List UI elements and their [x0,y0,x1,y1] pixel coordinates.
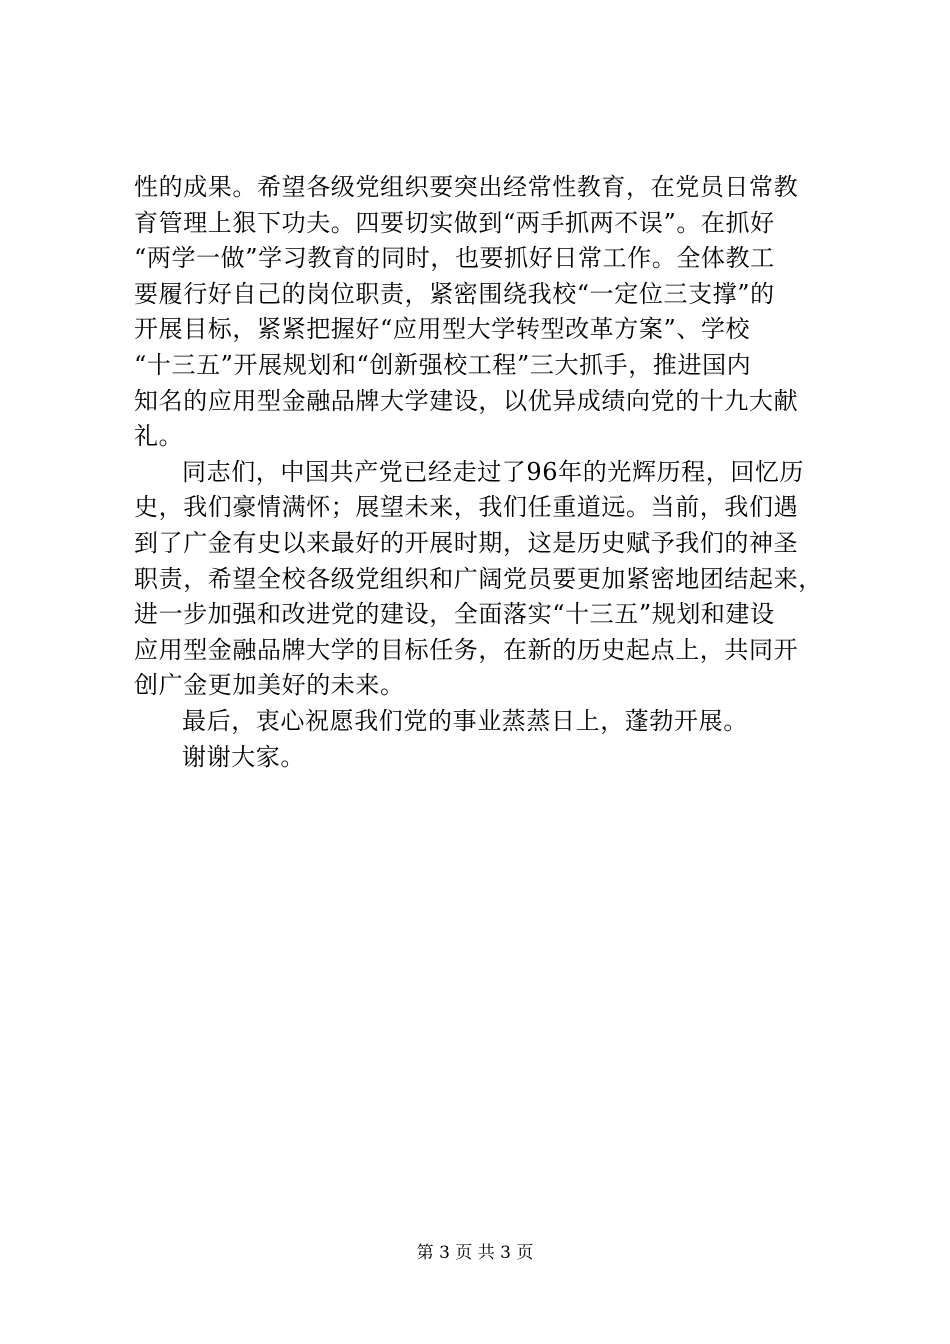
text-line: 礼。 [134,422,184,451]
text-line: 职责，希望全校各级党组织和广阔党员要更加紧密地团结起来， [134,564,823,593]
text-line: 创广金更加美好的未来。 [134,671,405,700]
text-line: “两学一做”学习教育的同时，也要抓好日常工作。全体教工 [134,244,775,273]
text-line: 开展目标，紧紧把握好“应用型大学转型改革方案”、学校 [134,315,751,344]
closing-wish-line: 最后，衷心祝愿我们党的事业蒸蒸日上，蓬勃开展。 [182,706,748,735]
text-line: 性的成果。希望各级党组织要突出经常性教育，在党员日常教 [134,173,799,201]
document-body [134,170,834,775]
text-line: 育管理上狠下功夫。四要切实做到“两手抓两不误”。在抓好 [134,208,775,237]
text-line: 知名的应用型金融品牌大学建设，以优异成绩向党的十九大献 [134,386,799,415]
text-line: “十三五”开展规划和“创新强校工程”三大抓手，推进国内 [134,350,752,379]
text-line: 史，我们豪情满怀；展望未来，我们任重道远。当前，我们遇 [134,493,799,522]
thanks-line: 谢谢大家。 [182,742,305,771]
text-line: 应用型金融品牌大学的目标任务，在新的历史起点上，共同开 [134,635,799,664]
page-number-footer: 第 3 页 共 3 页 [416,1243,534,1263]
text-line: 到了广金有史以来最好的开展时期，这是历史赋予我们的神圣 [134,528,799,557]
text-line: 要履行好自己的岗位职责，紧密围绕我校“一定位三支撑”的 [134,279,775,308]
text-line: 进一步加强和改进党的建设，全面落实“十三五”规划和建设 [134,600,775,629]
paragraph-start-line: 同志们，中国共产党已经走过了96年的光辉历程，回忆历 [182,457,805,486]
